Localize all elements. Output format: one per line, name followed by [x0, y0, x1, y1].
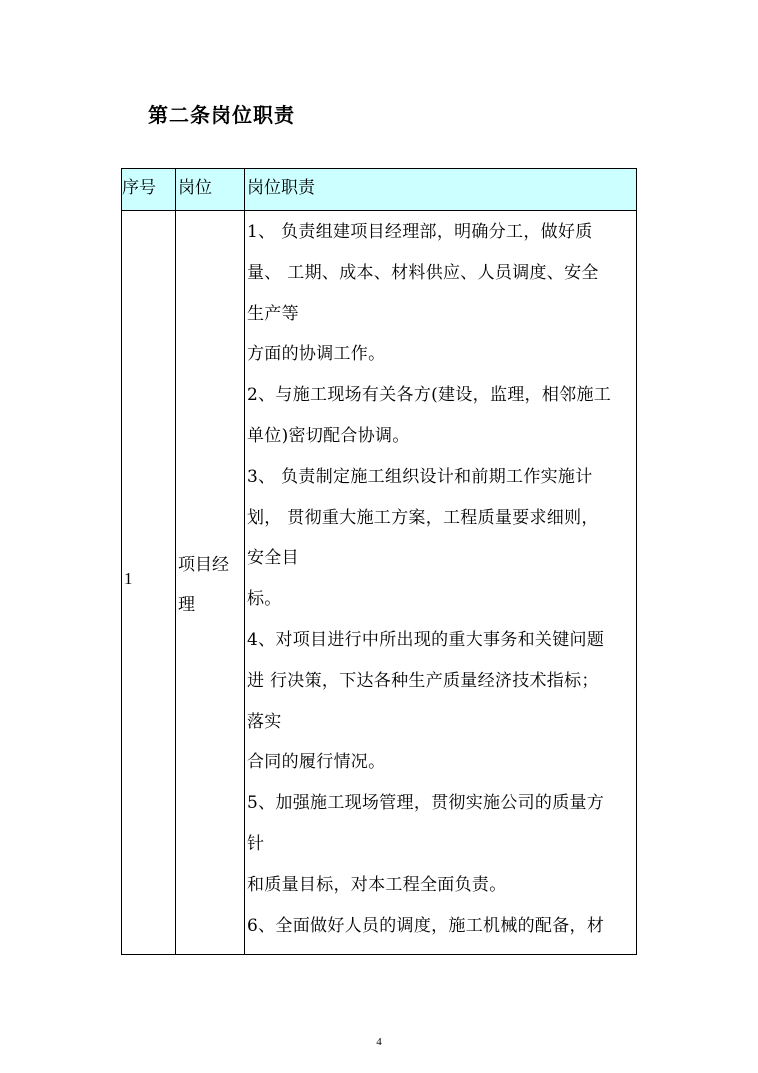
page-number: 4 — [376, 1036, 382, 1048]
duty-line: 1、 负责组建项目经理部，明确分工，做好质 — [247, 222, 593, 242]
duty-line: 落实 — [247, 711, 282, 732]
duty-line: 4、对项目进行中所出现的重大事务和关键问题 — [247, 629, 605, 650]
section-title: 第二条岗位职责 — [148, 103, 295, 127]
duty-line: 量、 工期、成本、材料供应、人员调度、安全 — [247, 262, 599, 283]
duty-line: 单位)密切配合协调。 — [247, 425, 410, 446]
duty-list — [247, 212, 611, 946]
row-position: 项目经理 — [178, 555, 229, 615]
header-duties: 岗位职责 — [247, 178, 315, 198]
table-header-row — [122, 169, 636, 211]
header-position: 岗位 — [178, 178, 212, 198]
duty-line: 划， 贯彻重大施工方案，工程质量要求细则， — [247, 507, 599, 528]
column-divider — [175, 169, 176, 954]
duty-line: 针 — [247, 833, 265, 854]
duty-line: 标。 — [247, 589, 282, 610]
row-number: 1 — [124, 569, 133, 588]
duty-line: 合同的履行情况。 — [247, 752, 386, 773]
duty-line: 生产等 — [247, 303, 299, 324]
duty-line: 3、 负责制定施工组织设计和前期工作实施计 — [247, 466, 593, 487]
duty-line: 5、加强施工现场管理，贯彻实施公司的质量方 — [247, 793, 605, 814]
duty-line: 安全目 — [247, 548, 299, 569]
duty-line: 6、全面做好人员的调度，施工机械的配备，材 — [247, 915, 605, 936]
duty-line: 方面的协调工作。 — [247, 344, 386, 365]
duty-line: 2、与施工现场有关各方(建设，监理，相邻施工 — [247, 385, 612, 406]
column-divider — [244, 169, 245, 954]
duty-line: 和质量目标，对本工程全面负责。 — [247, 874, 507, 895]
header-no: 序号 — [122, 178, 156, 198]
duty-line: 进 行决策，下达各种生产质量经济技术指标； — [247, 670, 599, 691]
duties-table — [121, 168, 637, 955]
